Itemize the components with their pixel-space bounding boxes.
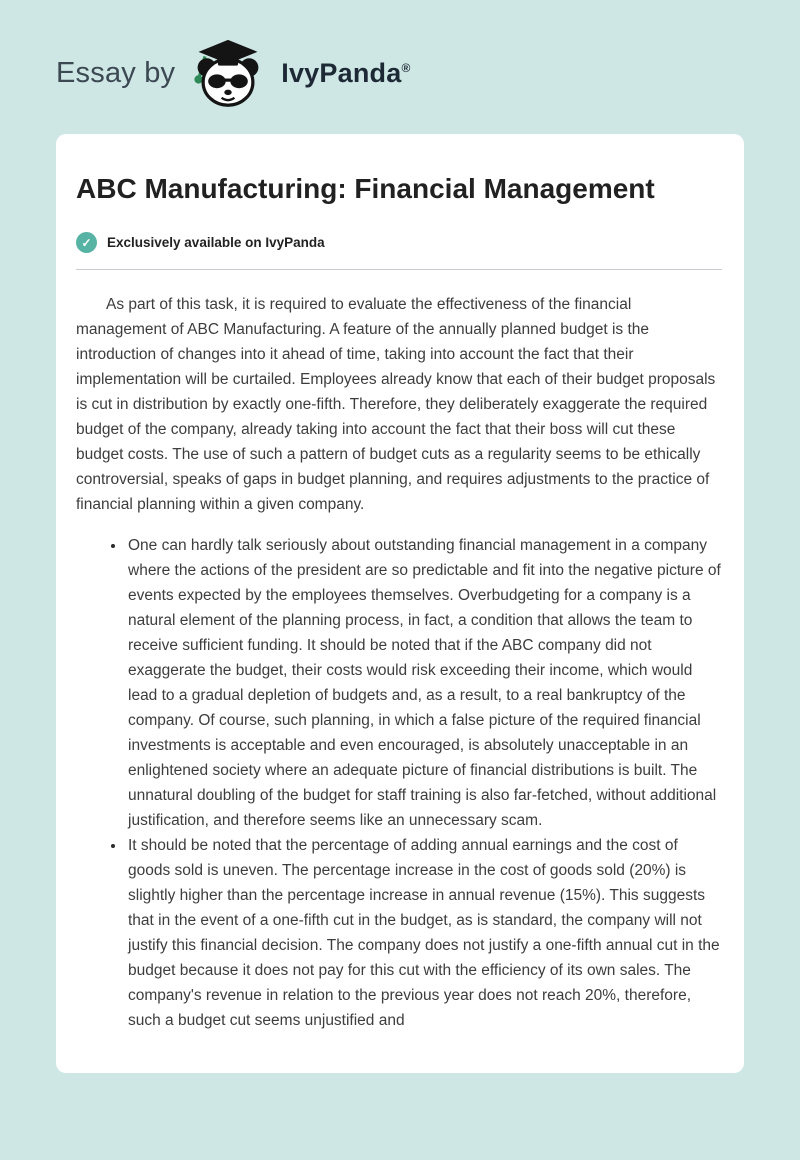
essay-bullet-list <box>76 533 722 1033</box>
registered-mark: ® <box>401 60 411 75</box>
bullet-item-1: • One can hardly talk seriously about outstanding financial management in a company where the actions of the president are so predictable and fit into the negative picture of events expected by the employees themselves. Overbudgeting for a company is a natural element of the planning process, in fact, a condition that allows the team to receive sufficient funding. It should be noted that if the ABC company did not exaggerate the budget, their costs would risk exceeding their income, which would lead to a gradual depletion of budgets and, as a result, to a real bankruptcy of the company. Of course, such planning, in which a false picture of the required financial investments is acceptable and even encouraged, is absolutely unacceptable in an enlightened society where an adequate picture of financial distributions is built. The unnatural doubling of the budget for staff training is also far-fetched, without additional justification, and therefore seems like an unnecessary scam. <box>126 533 722 833</box>
essay-card <box>56 134 744 1073</box>
panda-graduate-icon <box>191 38 265 108</box>
brand-name: IvyPanda® <box>281 57 411 88</box>
site-header <box>0 0 800 108</box>
availability-text: Exclusively available on IvyPanda <box>107 235 325 250</box>
essay-title: ABC Manufacturing: Financial Management <box>76 173 655 204</box>
divider <box>76 269 722 270</box>
essay-by-label: Essay by <box>56 56 176 89</box>
check-icon: ✓ <box>76 232 97 253</box>
intro-paragraph: As part of this task, it is required to evaluate the effectiveness of the financial management of ABC Manufacturing. A feature of the annually planned budget is the introduction of changes into it ahead of time, taking into account the fact that their implementation will be curtailed. Employees already know that each of their budget proposals is cut in distribution by exactly one-fifth. Therefore, they deliberately exaggerate the required budget of the company, already taking into account the fact that their boss will cut these budget costs. The use of such a pattern of budget cuts as a regularity seems to be ethically controversial, speaks of gaps in budget planning, and requires adjustments to the practice of financial planning within a given company. <box>76 296 716 513</box>
ivypanda-logo <box>191 38 265 108</box>
bullet-item-2: • It should be noted that the percentage of adding annual earnings and the cost of goods sold is uneven. The percentage increase in the cost of goods sold (20%) is slightly higher than the percentage increase in annual revenue (15%). This suggests that in the event of a one-fifth cut in the budget, as is standard, the company will not justify this financial decision. The company does not justify a one-fifth annual cut in the budget because it does not pay for this cut with the efficiency of its own sales. The company's revenue in relation to the previous year does not reach 20%, therefore, such a budget cut seems unjustified and <box>126 833 722 1033</box>
availability-badge <box>76 232 722 253</box>
